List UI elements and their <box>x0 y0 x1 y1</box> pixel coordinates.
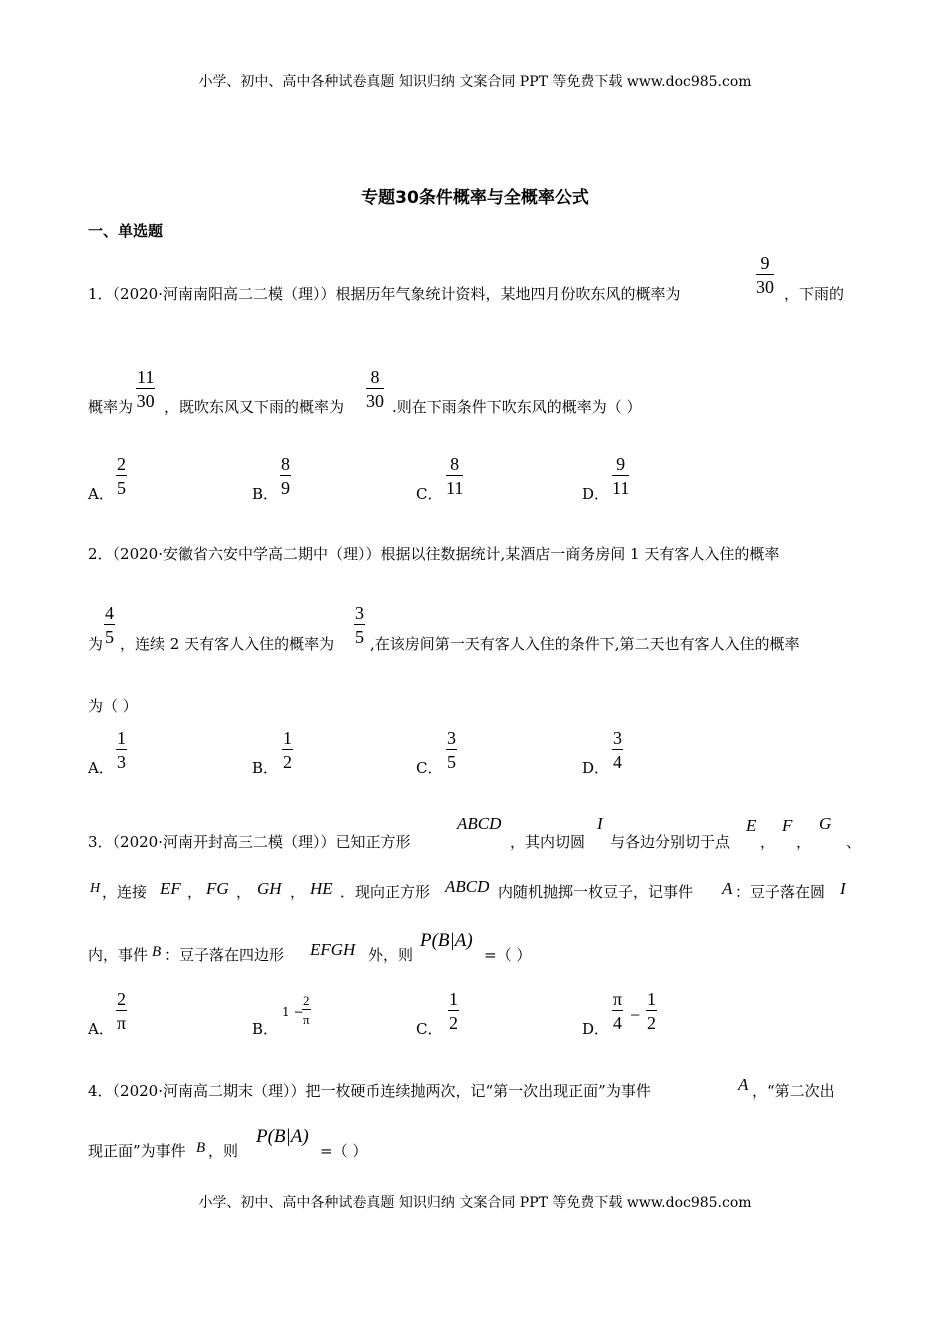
q3-option-d-minus: − <box>630 1005 641 1025</box>
q1-option-c-label: C． <box>416 485 443 503</box>
q2-line1: 2．（2020·安徽省六安中学高二期中（理））根据以往数据统计,某酒店一商务房间 1 天有客人入住的概率 <box>88 545 780 563</box>
q3-circle-i-2: I <box>840 879 846 898</box>
q3-line3-start: 内，事件 <box>88 946 149 964</box>
q2-line2-end: ,在该房间第一天有客人入住的条件下,第二天也有客人入住的概率 <box>370 635 800 653</box>
q2-option-b-label: B． <box>252 759 279 777</box>
q2-option-c-label: C． <box>416 759 443 777</box>
q3-event-a: A <box>722 879 733 898</box>
q1-option-c-fraction: 8 11 <box>446 454 464 498</box>
q4-line2-b: ，则 <box>208 1142 239 1160</box>
q3-option-b-fraction: 2 π <box>302 993 310 1027</box>
q4-line2-end: =（ ） <box>320 1142 368 1160</box>
q3-line1-b: ，其内切圆 <box>510 833 586 851</box>
q3-square-abcd-2: ABCD <box>445 877 490 896</box>
q3-option-d-fraction-2: 1 2 <box>647 989 656 1033</box>
q2-line2-start: 为 <box>88 635 104 653</box>
q3-point-f: F <box>782 816 793 835</box>
q3-conditional-prob: P(B|A) <box>420 930 473 951</box>
q3-event-b: B <box>152 944 162 960</box>
q2-line3: 为（ ） <box>88 697 138 715</box>
q2-fraction-two-days: 3 5 <box>355 603 364 647</box>
q3-comma-2: ， <box>796 833 812 851</box>
q3-line3-b: ：豆子落在四边形 <box>164 946 285 964</box>
q1-option-a-label: A． <box>88 485 114 503</box>
q3-option-a-fraction: 2 π <box>116 989 127 1033</box>
q4-event-a: A <box>738 1075 749 1094</box>
q3-square-abcd: ABCD <box>457 814 502 833</box>
q1-fraction-east-wind: 9 30 <box>756 253 774 297</box>
q3-line3-c: 外，则 <box>368 946 414 964</box>
q2-option-c-fraction: 3 5 <box>447 728 456 772</box>
q2-option-d-label: D． <box>582 759 610 777</box>
q1-option-d-label: D． <box>582 485 610 503</box>
q3-segment-gh: GH <box>257 879 282 898</box>
q3-point-h: H <box>90 881 101 896</box>
q3-option-d-fraction-1: π 4 <box>613 989 623 1033</box>
section-heading: 一、单选题 <box>88 222 164 240</box>
q1-line2-mid: ，既吹东风又下雨的概率为 <box>164 398 345 416</box>
q2-option-b-fraction: 1 2 <box>283 728 292 772</box>
q3-segment-fg: FG <box>206 879 229 898</box>
q3-point-e: E <box>746 816 757 835</box>
q3-point-g: G <box>819 814 832 833</box>
q3-line1-end: 、 <box>846 833 862 851</box>
q2-option-d-fraction: 3 4 <box>613 728 622 772</box>
q3-line2-b: ．现向正方形 <box>340 883 431 901</box>
q3-option-d-label: D． <box>582 1020 610 1038</box>
q1-line1: 1．（2020·河南南阳高二二模（理））根据历年气象统计资料，某地四月份吹东风的概率为 <box>88 285 681 303</box>
q3-comma-5: ， <box>290 883 306 901</box>
page-footer: 小学、初中、高中各种试卷真题 知识归纳 文案合同 PPT 等免费下载 www.doc985.com <box>198 1195 752 1211</box>
q2-line2-mid: ，连续 2 天有客人入住的概率为 <box>120 635 335 653</box>
q4-line1-start: 4．（2020·河南高二期末（理））把一枚硬币连续抛两次，记“第一次出现正面”为事件 <box>88 1082 651 1100</box>
q3-option-b-label: B． <box>252 1020 279 1038</box>
q3-comma-4: ， <box>236 883 252 901</box>
q3-option-a-label: A． <box>88 1020 114 1038</box>
q3-line3-end: =（ ） <box>484 946 532 964</box>
page-header: 小学、初中、高中各种试卷真题 知识归纳 文案合同 PPT 等免费下载 www.doc985.com <box>198 74 752 90</box>
q1-option-a-fraction: 2 5 <box>117 454 126 498</box>
q1-fraction-both: 8 30 <box>366 367 384 411</box>
page-title: 专题30条件概率与全概率公式 <box>361 188 589 208</box>
q1-option-b-fraction: 8 9 <box>281 454 290 498</box>
q3-line1-c: 与各边分别切于点 <box>610 833 731 851</box>
q3-line2-start: ，连接 <box>102 883 148 901</box>
q2-option-a-fraction: 1 3 <box>117 728 126 772</box>
q3-line1-start: 3．（2020·河南开封高三二模（理））已知正方形 <box>88 833 411 851</box>
q3-line2-d: ：豆子落在圆 <box>735 883 826 901</box>
q3-segment-ef: EF <box>160 879 181 898</box>
q3-circle-i: I <box>597 814 603 833</box>
q4-event-b: B <box>196 1140 206 1156</box>
q4-line2-start: 现正面”为事件 <box>88 1142 186 1160</box>
q1-line1-end: ，下雨的 <box>784 285 845 303</box>
q1-option-b-label: B． <box>252 485 279 503</box>
q4-line1-end: ，“第二次出 <box>752 1082 835 1100</box>
q2-option-a-label: A． <box>88 759 114 777</box>
q1-fraction-rain: 11 30 <box>136 367 155 411</box>
q3-option-c-label: C． <box>416 1020 443 1038</box>
q3-option-b-prefix: 1 − <box>282 1005 304 1019</box>
q3-quad-efgh: EFGH <box>310 940 356 959</box>
q4-conditional-prob: P(B|A) <box>256 1126 309 1147</box>
q3-line2-c: 内随机抛掷一枚豆子，记事件 <box>498 883 694 901</box>
q3-comma-3: ， <box>187 883 203 901</box>
q1-option-d-fraction: 9 11 <box>612 454 630 498</box>
q3-segment-he: HE <box>310 879 333 898</box>
q3-option-c-fraction: 1 2 <box>449 989 458 1033</box>
q1-line2-start: 概率为 <box>88 398 134 416</box>
q1-line2-end: .则在下雨条件下吹东风的概率为（ ） <box>392 398 642 416</box>
q2-fraction-one-day: 4 5 <box>105 603 114 647</box>
q3-comma-1: ， <box>760 833 776 851</box>
